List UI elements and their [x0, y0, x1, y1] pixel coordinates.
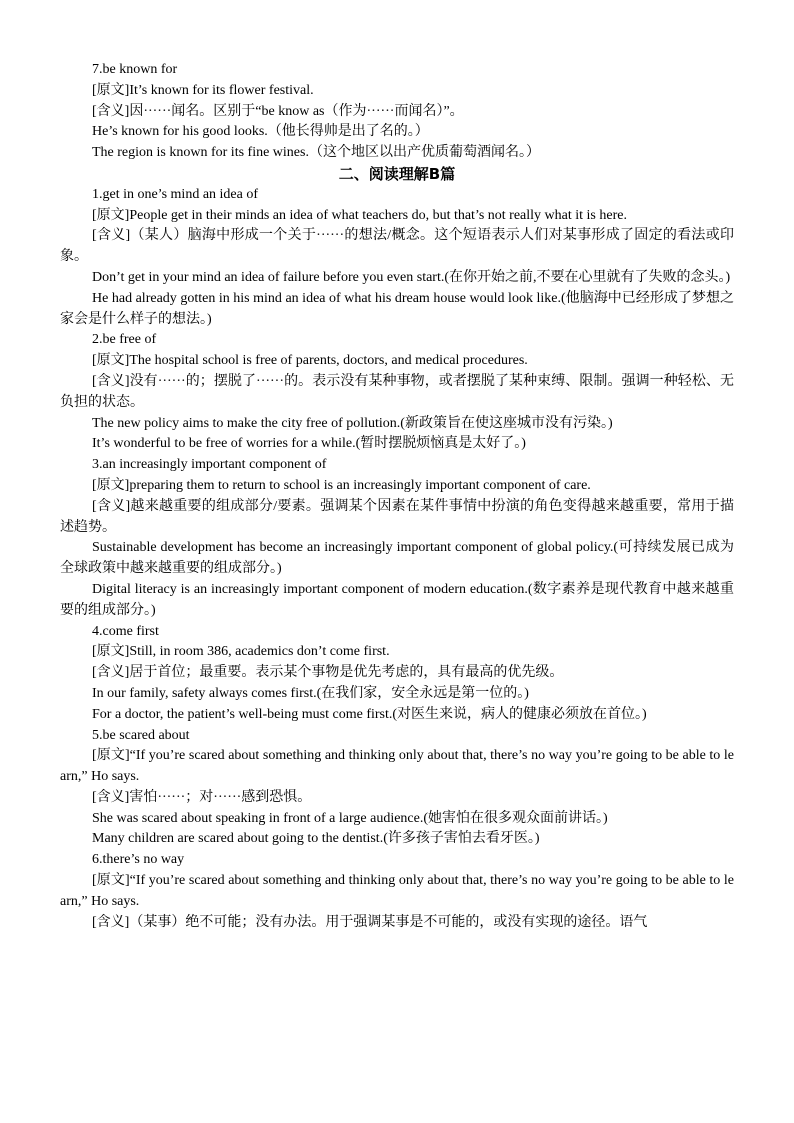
section-heading: 二、阅读理解B篇	[338, 164, 456, 183]
example-sentence: He had already gotten in his mind an idea of what his dream house would look like.(他脑海中已经形成了梦想之家会是什么样子的想法。)	[60, 290, 734, 327]
document-page	[60, 60, 734, 933]
example-sentence: She was scared about speaking in front of a large audience.(她害怕在很多观众面前讲话。)	[92, 810, 608, 826]
example-sentence: The region is known for its fine wines.（这个地区以出产优质葡萄酒闻名。）	[92, 145, 540, 161]
phrase-title: 1.get in one’s mind an idea of	[92, 186, 259, 202]
meaning: [含义]居于首位；最重要。表示某个事物是优先考虑的，具有最高的优先级。	[92, 665, 564, 681]
example-sentence: In our family, safety always comes first.(在我们家，安全永远是第一位的。)	[92, 685, 529, 701]
example-sentence: It’s wonderful to be free of worries for a while.(暂时摆脱烦恼真是太好了。)	[92, 436, 526, 452]
example-sentence: Digital literacy is an increasingly important component of modern education.(数字素养是现代教育中越来越重要的组成部分。)	[60, 581, 734, 618]
meaning: [含义]（某人）脑海中形成一个关于······的想法/概念。这个短语表示人们对某事形成了固定的看法或印象。	[60, 228, 734, 265]
original-sentence: [原文]preparing them to return to school is an increasingly important component of care.	[92, 477, 591, 493]
section-1-tail	[60, 60, 734, 164]
example-sentence: For a doctor, the patient’s well-being must come first.(对医生来说，病人的健康必须放在首位。)	[92, 706, 647, 722]
example-sentence: He’s known for his good looks.（他长得帅是出了名的。）	[92, 124, 429, 140]
phrase-title: 7.be known for	[92, 62, 178, 77]
phrase-title: 5.be scared about	[92, 727, 190, 743]
original-sentence: [原文]People get in their minds an idea of what teachers do, but that’s not really what it is here.	[92, 207, 627, 223]
phrase-title: 6.there’s no way	[92, 852, 185, 868]
example-sentence: The new policy aims to make the city free of pollution.(新政策旨在使这座城市没有污染。)	[92, 415, 613, 431]
section-2-body	[60, 185, 734, 934]
meaning: [含义]因······闻名。区别于“be know as（作为······而闻名）”。	[92, 103, 464, 119]
original-sentence: [原文]“If you’re scared about something and thinking only about that, there’s no way you’re going to be able to learn,” Ho says.	[60, 748, 734, 785]
original-sentence: [原文]It’s known for its flower festival.	[92, 82, 314, 98]
meaning: [含义]没有······的；摆脱了······的。表示没有某种事物，或者摆脱了某种束缚、限制。强调一种轻松、无负担的状态。	[60, 373, 734, 410]
phrase-title: 3.an increasingly important component of	[92, 457, 327, 473]
original-sentence: [原文]Still, in room 386, academics don’t come first.	[92, 644, 390, 660]
phrase-title: 4.come first	[92, 623, 159, 639]
example-sentence: Don’t get in your mind an idea of failure before you even start.(在你开始之前,不要在心里就有了失败的念头。)	[92, 269, 731, 285]
example-sentence: Sustainable development has become an increasingly important component of global policy.(可持续发展已成为全球政策中越来越重要的组成部分。)	[60, 540, 734, 577]
original-sentence: [原文]“If you’re scared about something and thinking only about that, there’s no way you’re going to be able to learn,” Ho says.	[60, 873, 734, 909]
phrase-title: 2.be free of	[92, 332, 157, 348]
meaning: [含义]害怕······；对······感到恐惧。	[92, 789, 312, 805]
meaning: [含义]越来越重要的组成部分/要素。强调某个因素在某件事情中扮演的角色变得越来越重要，常用于描述趋势。	[60, 498, 734, 535]
original-sentence: [原文]The hospital school is free of parents, doctors, and medical procedures.	[92, 353, 528, 369]
meaning: [含义]（某事）绝不可能；没有办法。用于强调某事是不可能的，或没有实现的途径。语气	[92, 914, 648, 930]
example-sentence: Many children are scared about going to the dentist.(许多孩子害怕去看牙医。)	[92, 831, 540, 847]
